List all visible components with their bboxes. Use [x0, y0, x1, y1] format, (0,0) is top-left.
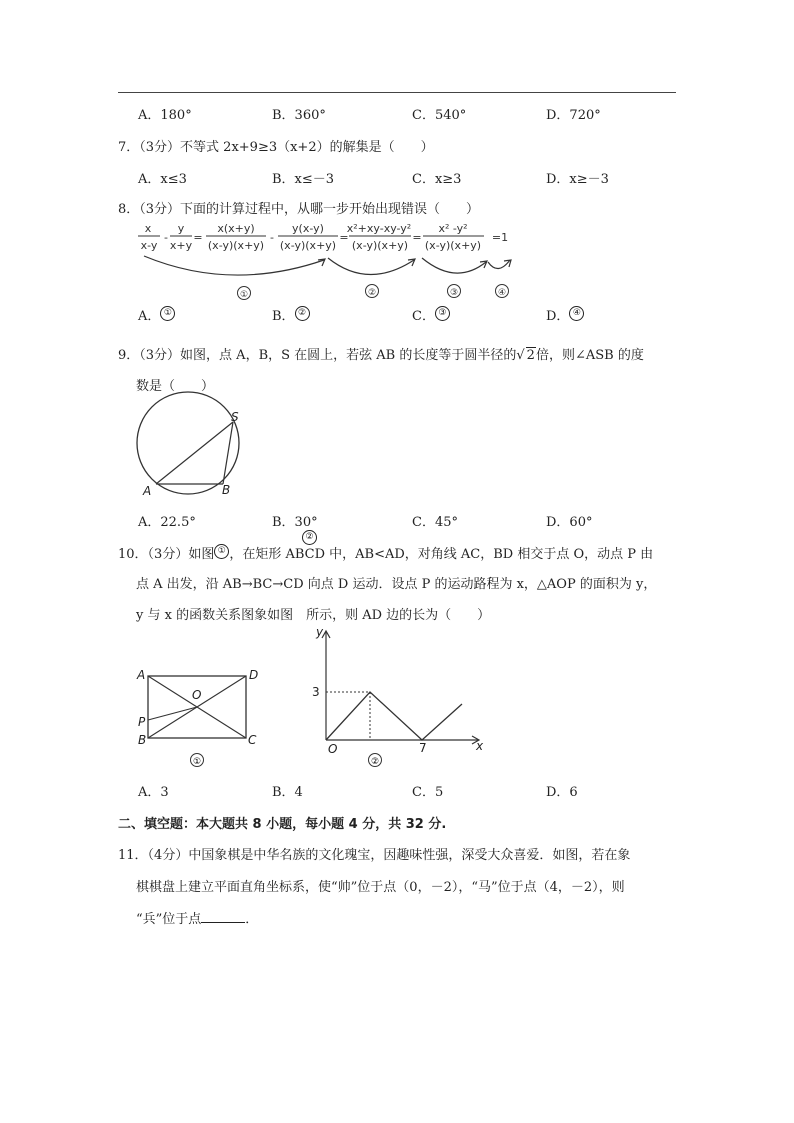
q8-arrow-1 — [144, 256, 324, 275]
q8-t2-num: y — [177, 222, 185, 235]
q7-option-d[interactable]: D．x≥－3 — [546, 172, 609, 187]
q8-option-c-mark: ③ — [435, 306, 450, 321]
q8-option-b-letter: B． — [272, 309, 295, 324]
q8-t5-num: x²+xy-xy-y² — [346, 222, 412, 235]
q8-step-1: ① — [239, 290, 249, 300]
header-rule — [118, 92, 676, 93]
q8-eq-3: = — [412, 231, 422, 244]
q9-option-c[interactable]: C．45° — [412, 515, 458, 530]
q10-rectangle-figure — [136, 664, 266, 774]
q8-t1-num: x — [144, 222, 152, 235]
q10-label-y: y — [316, 625, 324, 639]
q10-line-3: y 与 x 的函数关系图象如图 所示，则 AD 边的长为（ ） — [136, 608, 491, 623]
q8-option-d-letter: D． — [546, 309, 570, 324]
q8-minus-2: - — [270, 231, 274, 244]
q10-line-2: 点 A 出发，沿 AB→BC→CD 向点 D 运动．设点 P 的运动路程为 x，△AOP 的面积为 y， — [136, 577, 657, 592]
q8-option-c-letter: C． — [412, 309, 435, 324]
q7-option-c[interactable]: C．x≥3 — [412, 172, 462, 187]
q10-option-a[interactable]: A．3 — [138, 785, 169, 800]
q11-line-3 — [136, 908, 258, 927]
q9-line-1-b: 倍，则∠ASB 的度 — [535, 348, 644, 363]
q8-option-d-mark: ④ — [569, 306, 584, 321]
q10-mark-2: ② — [302, 530, 317, 545]
section-2-heading: 二、填空题：本大题共 8 小题，每小题 4 分，共 32 分. — [118, 817, 447, 832]
q9-circle-figure — [134, 400, 254, 500]
q8-t1-den: x-y — [140, 239, 158, 252]
q11-line-3-b: ． — [245, 912, 259, 927]
q10-tick-3: 3 — [312, 685, 320, 699]
q9-line-2: 数是（ ） — [136, 379, 215, 394]
q10-label-b: B — [138, 733, 147, 747]
q8-t3-den: (x-y)(x+y) — [207, 239, 265, 252]
q11-line-2: 棋棋盘上建立平面直角坐标系，使“帅”位于点（0，－2），“马”位于点（4，－2），则 — [136, 880, 625, 895]
q10-option-c[interactable]: C．5 — [412, 785, 444, 800]
q10-label-origin: O — [328, 742, 338, 756]
q7-stem: 7．（3分）不等式 2x+9≥3（x+2）的解集是（ ） — [118, 140, 434, 155]
q6-option-d[interactable]: D．720° — [546, 108, 601, 123]
q8-eq-2: = — [339, 231, 349, 244]
q8-step-3: ③ — [449, 288, 459, 298]
q10-tick-7: 7 — [419, 741, 427, 755]
q9-chord-as — [156, 422, 233, 484]
q10-caption-2: ② — [370, 757, 380, 767]
q10-mark-2-wrap — [302, 530, 317, 545]
q8-minus-1: - — [164, 231, 168, 244]
q8-stem: 8．（3分）下面的计算过程中，从哪一步开始出现错误（ ） — [118, 202, 480, 217]
q8-option-a-mark: ① — [160, 306, 175, 321]
q10-line-1-a: 10．（3分）如图 — [118, 547, 215, 562]
q8-t6-num: x² -y² — [438, 222, 468, 235]
q8-t3-num: x(x+y) — [217, 222, 255, 235]
q10-segment-po — [148, 707, 197, 720]
q8-arrow-4 — [488, 260, 510, 269]
q10-label-c: C — [248, 733, 257, 747]
q8-step-4: ④ — [497, 288, 507, 298]
q8-option-d[interactable] — [546, 305, 584, 324]
q7-option-a[interactable]: A．x≤3 — [138, 172, 187, 187]
q6-option-a[interactable]: A．180° — [138, 108, 192, 123]
q8-t6-den: (x-y)(x+y) — [424, 239, 482, 252]
q9-option-d[interactable]: D．60° — [546, 515, 593, 530]
q8-t5-den: (x-y)(x+y) — [351, 239, 409, 252]
q9-label-a: A — [143, 484, 152, 498]
q9-line-1: 9．（3分）如图，点 A，B，S 在圆上，若弦 AB 的长度等于圆半径的√ 2倍，则∠ASB 的度 — [118, 348, 644, 363]
q10-label-p: P — [138, 715, 146, 729]
q8-step-2: ② — [367, 288, 377, 298]
q8-t2-den: x+y — [169, 239, 193, 252]
q8-formula-figure — [136, 220, 526, 302]
q10-label-d: D — [249, 668, 259, 682]
q10-label-o: O — [192, 688, 202, 702]
q7-option-b[interactable]: B．x≤－3 — [272, 172, 335, 187]
q10-mark-1: ① — [214, 544, 229, 559]
q9-sqrt-value: 2 — [526, 348, 535, 363]
q11-answer-blank[interactable] — [201, 910, 245, 923]
q9-option-a[interactable]: A．22.5° — [138, 515, 196, 530]
q8-arrow-2 — [328, 258, 414, 275]
q8-option-b-mark: ② — [295, 306, 310, 321]
q8-t4-den: (x-y)(x+y) — [279, 239, 337, 252]
q8-result: =1 — [491, 231, 509, 244]
q10-label-x: x — [476, 739, 484, 753]
q8-option-a[interactable] — [138, 305, 175, 324]
q8-t4-num: y(x-y) — [292, 222, 324, 235]
q8-option-c[interactable] — [412, 305, 450, 324]
q9-label-s: S — [231, 410, 239, 424]
q10-caption-1: ① — [192, 757, 202, 767]
q11-line-1: 11．（4分）中国象棋是中华名族的文化瑰宝，因趣味性强，深受大众喜爱．如图，若在象 — [118, 848, 631, 863]
q9-option-b[interactable]: B．30° — [272, 515, 318, 530]
q10-label-a: A — [137, 668, 146, 682]
q10-line-1 — [118, 543, 653, 562]
q6-option-c[interactable]: C．540° — [412, 108, 467, 123]
q10-line-1-b: ，在矩形 ABCD 中，AB<AD，对角线 AC，BD 相交于点 O，动点 P 由 — [229, 547, 654, 562]
q6-option-b[interactable]: B．360° — [272, 108, 326, 123]
q8-eq-1: = — [193, 231, 203, 244]
q10-option-d[interactable]: D．6 — [546, 785, 578, 800]
q8-option-a-letter: A． — [138, 309, 161, 324]
q11-line-3-a: “兵”位于点 — [136, 912, 202, 927]
q8-option-b[interactable] — [272, 305, 310, 324]
q9-label-b: B — [222, 483, 231, 497]
q9-line-1-a: 9．（3分）如图，点 A，B，S 在圆上，若弦 AB 的长度等于圆半径的 — [118, 348, 517, 363]
q8-arrow-3 — [422, 258, 486, 273]
q10-option-b[interactable]: B．4 — [272, 785, 303, 800]
q10-graph-line — [326, 692, 462, 740]
q10-graph-figure — [306, 620, 486, 770]
